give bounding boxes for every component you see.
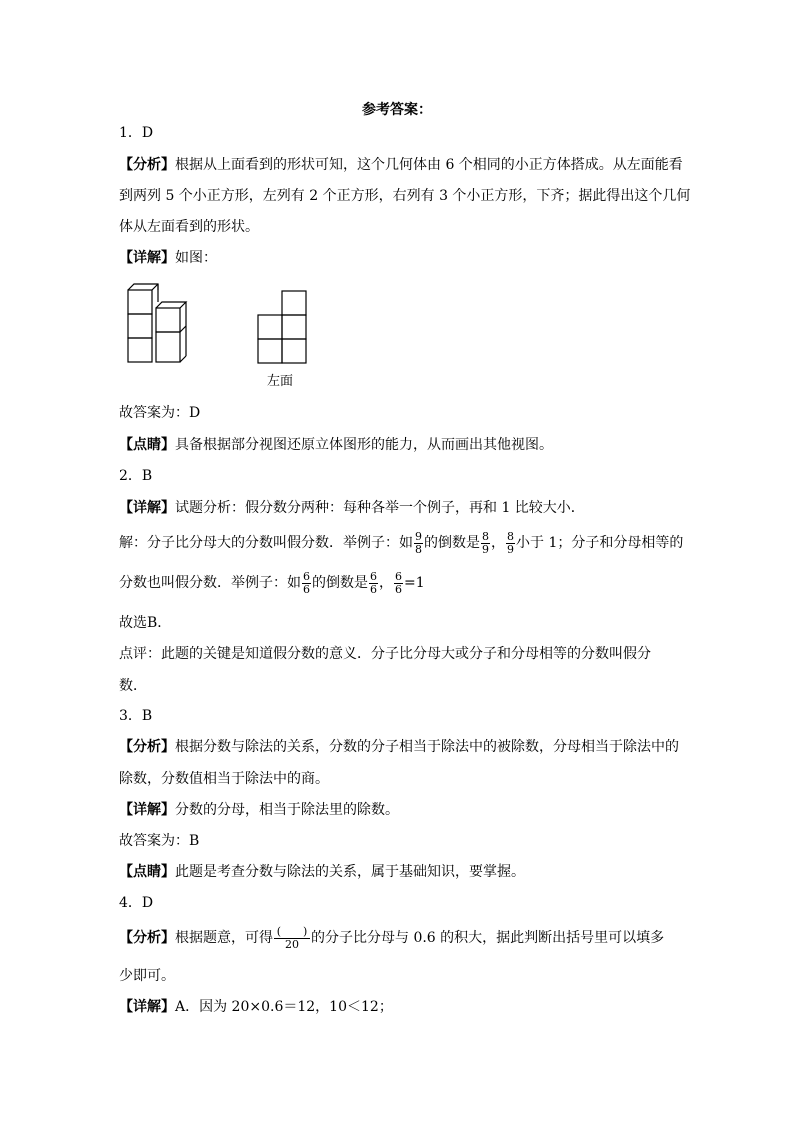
q2-comment-line2: 数． xyxy=(119,678,147,694)
q2-detail xyxy=(119,499,585,517)
q4-analysis-b: 的分子比分母与 0.6 的积大，据此判断出括号里可以填多 xyxy=(311,930,665,946)
q2-detail-text: 试题分析：假分数分两种：每种各举一个例子，再和 1 比较大小． xyxy=(175,500,585,516)
q3-answer: 故答案为：B xyxy=(119,833,200,849)
q4-analysis-a: 根据题意，可得 xyxy=(175,930,273,946)
q2-sol2-a: 分数也叫假分数．举例子：如 xyxy=(119,575,301,591)
q3-analysis-line2: 除数，分数值相当于除法中的商。 xyxy=(119,771,329,787)
q3-comment xyxy=(119,863,525,881)
q1-analysis-line2: 到两列 5 个小正方形，左列有 2 个正方形，右列有 3 个小正方形，下齐；据此得出这个几何 xyxy=(119,188,691,204)
q2-sol-b: 的倒数是 xyxy=(424,535,480,551)
fraction-denominator: 9 xyxy=(507,542,514,556)
q2-sol2-b: 的倒数是 xyxy=(312,575,368,591)
q2-sol-d: 小于 1；分子和分母相等的 xyxy=(516,535,684,551)
fraction-numerator: 6 xyxy=(370,569,377,583)
q3-comment-tag: 【点睛】 xyxy=(119,864,175,880)
fraction-blank-over-20 xyxy=(274,926,310,951)
q2-sol2-d: =1 xyxy=(404,575,425,591)
q4-analysis-tag: 【分析】 xyxy=(119,930,175,946)
q3-detail-tag: 【详解】 xyxy=(119,802,175,818)
fraction-8-9 xyxy=(506,531,515,556)
fraction-numerator: 6 xyxy=(395,569,402,583)
fraction-8-9 xyxy=(481,531,490,556)
fraction-numerator: 8 xyxy=(482,529,489,543)
page-title: 参考答案： xyxy=(362,102,432,118)
q1-analysis-text1: 根据从上面看到的形状可知，这个几何体由 6 个相同的小正方体搭成。从左面能看 xyxy=(175,157,683,173)
q2-solution-line1 xyxy=(119,530,683,556)
fraction-numerator-blank: ( ) xyxy=(274,926,310,939)
q1-analysis-line1 xyxy=(119,156,683,174)
fraction-denominator: 6 xyxy=(303,582,310,596)
fraction-6-6 xyxy=(369,571,378,596)
q4-analysis-line2: 少即可。 xyxy=(119,968,175,984)
q1-analysis-tag: 【分析】 xyxy=(119,157,175,173)
left-view-figure xyxy=(257,290,309,364)
q1-answer: 故答案为：D xyxy=(119,405,201,421)
q2-sol2-c: ， xyxy=(379,575,393,591)
fraction-denominator: 9 xyxy=(482,542,489,556)
q1-detail-tag: 【详解】 xyxy=(119,250,175,266)
q2-comment-line1: 点评：此题的关键是知道假分数的意义．分子比分母大或分子和分母相等的分数叫假分 xyxy=(119,646,651,662)
q1-detail-text: 如图： xyxy=(175,250,217,266)
q4-number: 4．D xyxy=(119,895,154,911)
q1-detail xyxy=(119,249,217,267)
left-view-label: 左面 xyxy=(267,374,294,389)
q2-number: 2．B xyxy=(119,468,153,484)
q3-number: 3．B xyxy=(119,708,153,724)
fraction-denominator: 6 xyxy=(370,582,377,596)
fraction-denominator: 6 xyxy=(395,582,402,596)
q3-analysis-line1 xyxy=(119,738,679,756)
q3-comment-text: 此题是考查分数与除法的关系，属于基础知识，要掌握。 xyxy=(175,864,525,880)
fraction-numerator: 8 xyxy=(507,529,514,543)
q3-detail-text: 分数的分母，相当于除法里的除数。 xyxy=(175,802,399,818)
q4-detail xyxy=(119,998,393,1016)
fraction-numerator: 9 xyxy=(415,529,422,543)
q1-comment xyxy=(119,436,553,454)
q1-analysis-line3: 体从左面看到的形状。 xyxy=(119,219,259,235)
q1-number: 1．D xyxy=(119,125,154,141)
q2-detail-tag: 【详解】 xyxy=(119,500,175,516)
q4-analysis-line1 xyxy=(119,924,664,952)
q1-comment-text: 具备根据部分视图还原立体图形的能力，从而画出其他视图。 xyxy=(175,437,553,453)
q2-answer: 故选B． xyxy=(119,615,172,631)
fraction-denominator: 20 xyxy=(285,937,299,951)
q2-sol-a: 解：分子比分母大的分数叫假分数．举例子：如 xyxy=(119,535,413,551)
q3-detail xyxy=(119,801,399,819)
fraction-6-6 xyxy=(394,571,403,596)
q1-comment-tag: 【点睛】 xyxy=(119,437,175,453)
fraction-denominator: 8 xyxy=(415,542,422,556)
q3-analysis-text1: 根据分数与除法的关系，分数的分子相当于除法中的被除数，分母相当于除法中的 xyxy=(175,739,679,755)
fraction-9-8 xyxy=(414,531,423,556)
q3-analysis-tag: 【分析】 xyxy=(119,739,175,755)
cube-3d-figure xyxy=(120,278,192,364)
q4-detail-tag: 【详解】 xyxy=(119,999,175,1015)
q4-detail-text: A．因为 20×0.6＝12，10＜12； xyxy=(175,999,393,1015)
q2-solution-line2 xyxy=(119,570,425,596)
fraction-6-6 xyxy=(302,571,311,596)
fraction-numerator: 6 xyxy=(303,569,310,583)
q2-sol-c: ， xyxy=(491,535,505,551)
